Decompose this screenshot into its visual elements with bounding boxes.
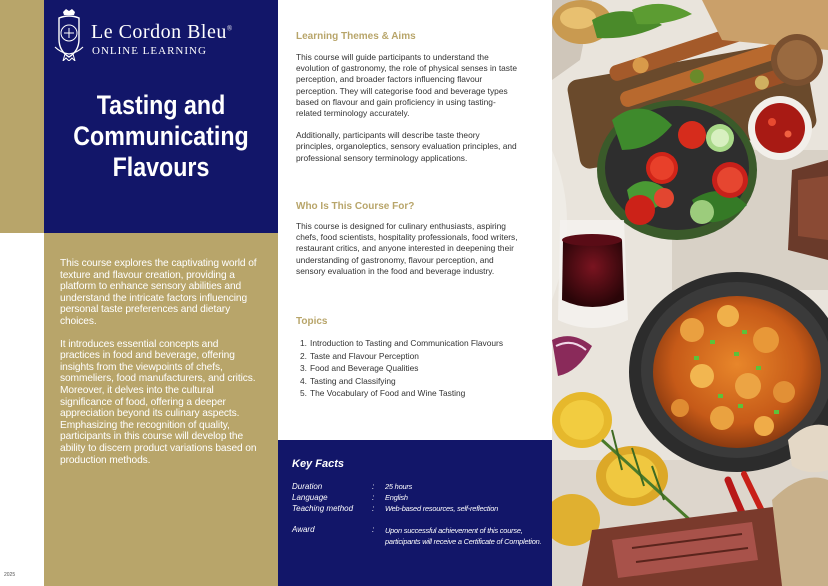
fact-label: Teaching method (292, 504, 354, 513)
fact-value (385, 525, 541, 547)
topic-item (300, 362, 540, 375)
audience-heading: Who Is This Course For? (296, 201, 415, 212)
fact-colon: : (372, 493, 375, 502)
topic-item (300, 375, 540, 388)
topic-number: 2. (300, 350, 307, 361)
learning-heading: Learning Themes & Aims (296, 31, 416, 42)
gold-accent-strip (0, 0, 44, 233)
fact-colon: : (372, 482, 375, 491)
award-line: Upon successful achievement of this course, (385, 526, 523, 535)
intro-paragraph: This course explores the captivating world of texture and flavour creation, providing a platform to enhance sensory abilities and understand the intricate factors influencing personal taste preferences and dietary choices. (60, 258, 257, 327)
fact-value: 25 hours (385, 482, 413, 491)
topic-text: The Vocabulary of Food and Wine Tasting (310, 388, 466, 399)
fact-value: English (385, 493, 408, 502)
brand-logo (52, 9, 272, 64)
topics-list (300, 337, 540, 400)
crest-icon (52, 9, 86, 61)
audience-paragraph: This course is designed for culinary enthusiasts, aspiring chefs, food scientists, hospitality professionals, food writers, restaurant critics, and anyone interested in deepening their understanding of gastronomy, flavour perception, and sensory evaluation in the food and beverage industry. (296, 221, 518, 276)
learning-body (296, 52, 518, 164)
course-title (60, 90, 261, 183)
topic-text: Food and Beverage Qualities (310, 363, 419, 374)
topic-number: 3. (300, 363, 307, 374)
food-illustration (552, 0, 828, 586)
audience-body (296, 221, 518, 277)
fact-label: Duration (292, 482, 323, 491)
fact-colon: : (372, 525, 375, 534)
course-title-line: Communicating (73, 121, 249, 151)
food-spread-photo (552, 0, 828, 586)
topics-heading: Topics (296, 316, 328, 327)
fact-label: Award (292, 525, 315, 534)
course-title-line: Flavours (112, 152, 210, 182)
topic-number: 5. (300, 388, 307, 399)
learning-paragraph: Additionally, participants will describe taste theory principles, organoleptics, sensory evaluation principles, and professional sensory terminology applications. (296, 130, 517, 163)
fact-value: Web-based resources, self-reflection (385, 504, 499, 513)
topic-text: Taste and Flavour Perception (310, 350, 419, 361)
fact-label: Language (292, 493, 328, 502)
intro-paragraph: It introduces essential concepts and practices in food and beverage, offering insights from the viewpoints of chefs, sommeliers, food manufacturers, and critics. Moreover, it delves into the cultural significance of food, offering a deeper appreciation beyond its culinary aspects. Emphasizing the recognition of quality, participants in this course will develop the ability to discern product variations based on production methods. (60, 338, 257, 466)
topic-item (300, 387, 540, 400)
learning-paragraph: This course will guide participants to understand the evolution of gastronomy, the role of physical senses in taste perception, and broader factors influencing flavour perception. They will categorise food and beverage types based on flavour and gain proficiency in using tasting-related terminology accurately. (296, 52, 517, 119)
registered-mark: ® (226, 24, 233, 33)
award-line: participants will receive a Certificate of Completion. (385, 537, 542, 546)
topic-text: Tasting and Classifying (310, 375, 396, 386)
topic-item (300, 337, 540, 350)
brand-subtitle: ONLINE LEARNING (92, 45, 207, 57)
topic-number: 1. (300, 338, 307, 348)
topic-number: 4. (300, 375, 307, 386)
topic-text: Introduction to Tasting and Communication Flavours (310, 338, 504, 348)
brand-name: Le Cordon Bleu® (91, 21, 233, 43)
topic-item (300, 350, 540, 363)
fact-colon: : (372, 504, 375, 513)
footer-year: 2025 (4, 572, 16, 578)
course-intro (60, 258, 260, 466)
course-title-line: Tasting and (96, 90, 226, 120)
key-facts-heading: Key Facts (292, 458, 344, 470)
